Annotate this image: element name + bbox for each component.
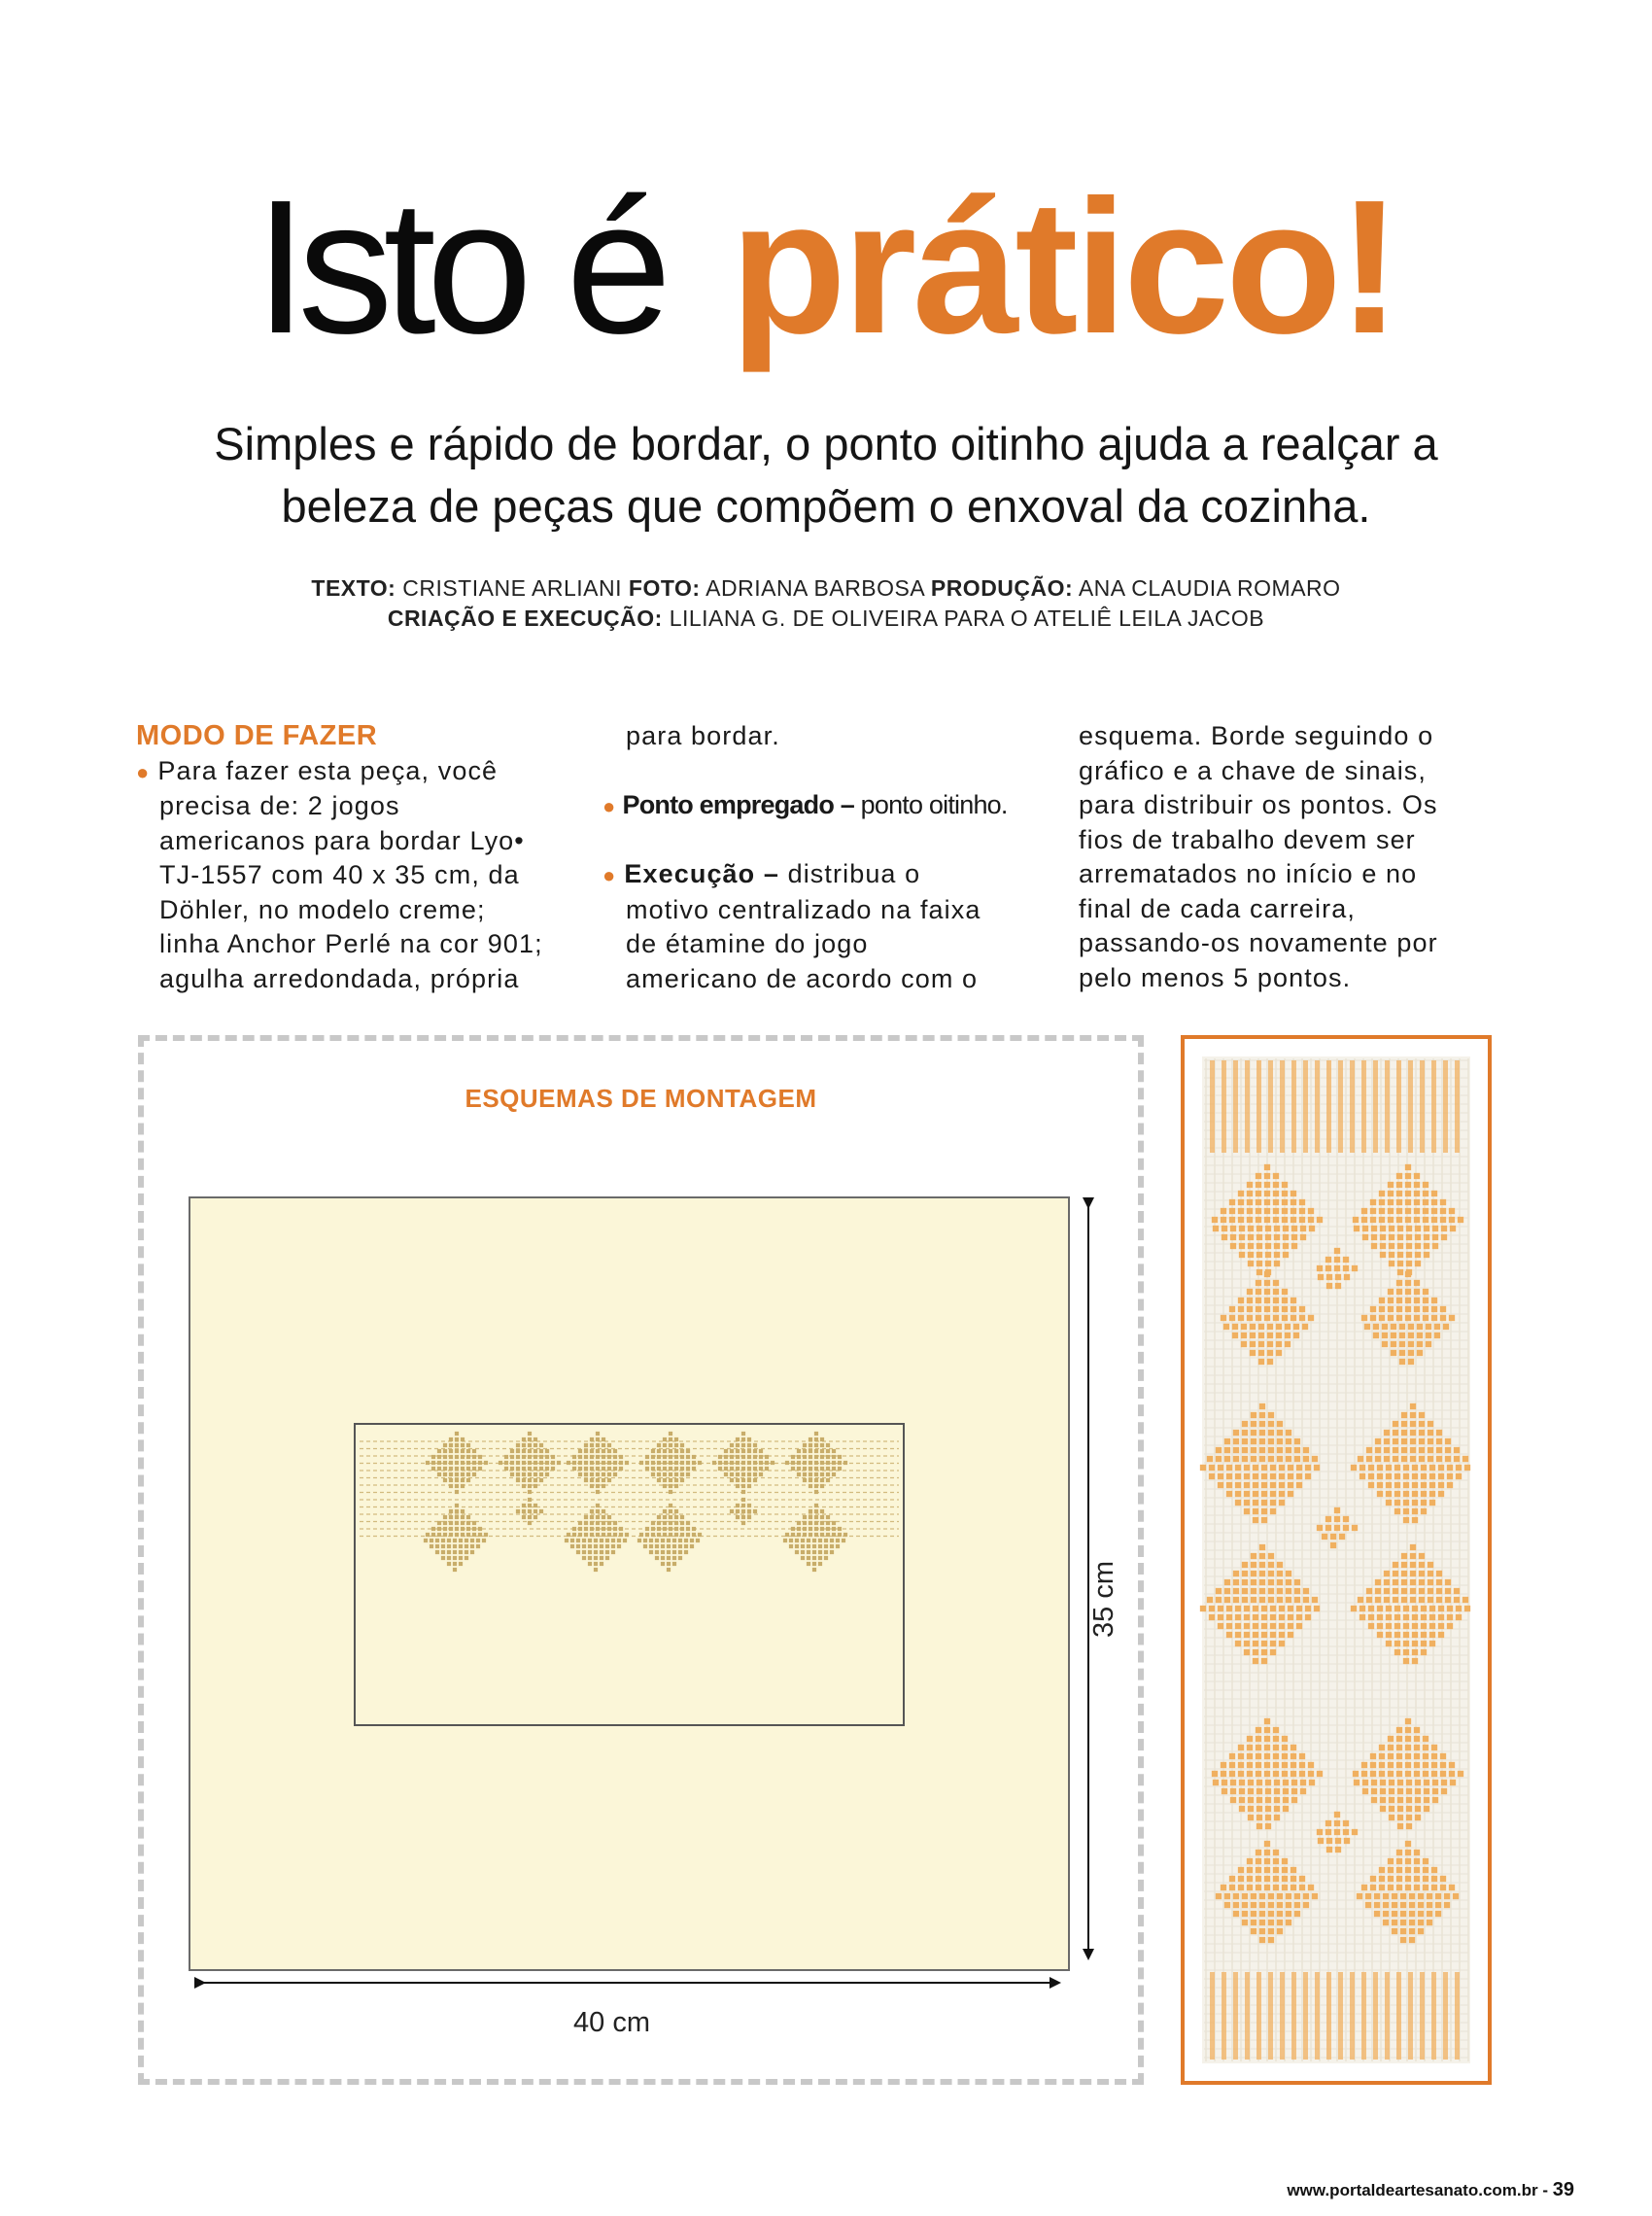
- stitch-column: [1396, 1060, 1401, 1153]
- stitch-column: [1303, 1060, 1308, 1153]
- col1-line-1: precisa de: 2 jogos: [159, 791, 400, 820]
- stitch-column: [1443, 1972, 1448, 2060]
- stitch-column: [1361, 1972, 1366, 2060]
- col3-line-2: para distribuir os pontos. Os: [1079, 790, 1438, 819]
- stitch-column: [1222, 1060, 1226, 1153]
- stitch-column: [1315, 1060, 1320, 1153]
- height-label: 35 cm: [1088, 1561, 1119, 1638]
- stitch-column: [1420, 1972, 1425, 2060]
- credit-foto-value: ADRIANA BARBOSA: [706, 575, 924, 601]
- ponto-value: ponto oitinho.: [860, 789, 1008, 819]
- col1-line-4: Döhler, no modelo creme;: [159, 894, 486, 924]
- stitch-column: [1431, 1972, 1436, 2060]
- stitch-column: [1210, 1060, 1215, 1153]
- credit-texto-value: CRISTIANE ARLIANI: [402, 575, 623, 601]
- page-footer: [1166, 2179, 1574, 2201]
- stitch-column: [1373, 1972, 1378, 2060]
- credit-producao-label: PRODUÇÃO:: [930, 575, 1074, 601]
- embroidery-photo-frame: [1181, 1035, 1492, 2085]
- execucao-line-3: americano de acordo com o: [626, 963, 979, 993]
- scheme-title: ESQUEMAS DE MONTAGEM: [465, 1084, 817, 1113]
- credit-texto-label: TEXTO:: [311, 575, 396, 601]
- col3-line-7: pelo menos 5 pontos.: [1079, 962, 1352, 992]
- stitch-column: [1338, 1060, 1343, 1153]
- col1-line-0: Para fazer esta peça, você: [157, 755, 499, 785]
- stitch-column: [1222, 1972, 1226, 2060]
- stitch-column: [1256, 1972, 1261, 2060]
- stitch-column: [1350, 1060, 1355, 1153]
- stitch-column: [1396, 1972, 1401, 2060]
- credit-producao-value: ANA CLAUDIA ROMARO: [1078, 575, 1341, 601]
- title-part-2: prático!: [730, 160, 1398, 373]
- stitch-column: [1315, 1972, 1320, 2060]
- stitch-column: [1385, 1060, 1390, 1153]
- stitch-column: [1361, 1060, 1366, 1153]
- credit-criacao-value: LILIANA G. DE OLIVEIRA PARA O ATELIÊ LEILA JACOB: [669, 606, 1265, 631]
- col3-line-1: gráfico e a chave de sinais,: [1079, 755, 1427, 785]
- stitch-column: [1350, 1972, 1355, 2060]
- col1-line-6: agulha arredondada, própria: [159, 963, 520, 993]
- bullet-icon: ●: [602, 863, 617, 887]
- stitch-column: [1233, 1060, 1238, 1153]
- footer-url: www.portaldeartesanato.com.br -: [1287, 2181, 1549, 2199]
- stitch-column: [1373, 1060, 1378, 1153]
- col2-continuation: para bordar.: [626, 721, 780, 750]
- embroidery-photo: [1185, 1039, 1488, 2081]
- col1-line-3: TJ-1557 com 40 x 35 cm, da: [159, 860, 520, 889]
- col3-line-3: fios de trabalho devem ser: [1079, 824, 1416, 854]
- execucao-line-0: distribua o: [787, 859, 921, 888]
- stitch-column: [1385, 1972, 1390, 2060]
- stitch-column: [1420, 1060, 1425, 1153]
- execucao-label: Execução –: [624, 859, 779, 888]
- subtitle-line-1: Simples e rápido de bordar, o ponto oitinho ajuda a realçar a: [214, 418, 1438, 469]
- stitch-column: [1280, 1060, 1285, 1153]
- title-part-1: Isto é: [254, 160, 663, 373]
- stitch-column: [1233, 1972, 1238, 2060]
- stitch-column: [1210, 1972, 1215, 2060]
- stitch-column: [1291, 1972, 1296, 2060]
- stitch-column: [1291, 1060, 1296, 1153]
- stitch-column: [1280, 1972, 1285, 2060]
- ponto-label: Ponto empregado –: [622, 789, 854, 819]
- stitch-column: [1408, 1060, 1413, 1153]
- stitch-column: [1431, 1060, 1436, 1153]
- col1-line-2: americanos para bordar Lyo•: [159, 825, 525, 855]
- subtitle-line-2: beleza de peças que compõem o enxoval da cozinha.: [281, 480, 1371, 532]
- stitch-column: [1443, 1060, 1448, 1153]
- stitch-column: [1245, 1060, 1250, 1153]
- stitch-column: [1326, 1972, 1331, 2060]
- stitch-column: [1245, 1972, 1250, 2060]
- execucao-line-1: motivo centralizado na faixa: [626, 894, 981, 924]
- stitch-column: [1338, 1972, 1343, 2060]
- bullet-icon: ●: [602, 793, 615, 818]
- execucao-line-2: de étamine do jogo: [626, 929, 869, 958]
- width-label: 40 cm: [573, 2007, 650, 2038]
- stitch-column: [1256, 1060, 1261, 1153]
- page-number: 39: [1552, 2179, 1574, 2200]
- credit-foto-label: FOTO:: [628, 575, 701, 601]
- col3-line-0: esquema. Borde seguindo o: [1079, 721, 1434, 750]
- stitch-column: [1455, 1972, 1460, 2060]
- stitch-column: [1326, 1060, 1331, 1153]
- col3-line-6: passando-os novamente por: [1079, 928, 1438, 957]
- stitch-column: [1408, 1972, 1413, 2060]
- stitch-column: [1268, 1060, 1273, 1153]
- col1-line-5: linha Anchor Perlé na cor 901;: [159, 929, 543, 958]
- bullet-icon: ●: [136, 759, 151, 784]
- stitch-column: [1455, 1060, 1460, 1153]
- credit-criacao-label: CRIAÇÃO E EXECUÇÃO:: [387, 606, 663, 631]
- col3-line-4: arrematados no início e no: [1079, 859, 1418, 888]
- section-heading: MODO DE FAZER: [136, 720, 378, 751]
- stitch-column: [1303, 1972, 1308, 2060]
- col3-line-5: final de cada carreira,: [1079, 893, 1356, 923]
- stitch-column: [1268, 1972, 1273, 2060]
